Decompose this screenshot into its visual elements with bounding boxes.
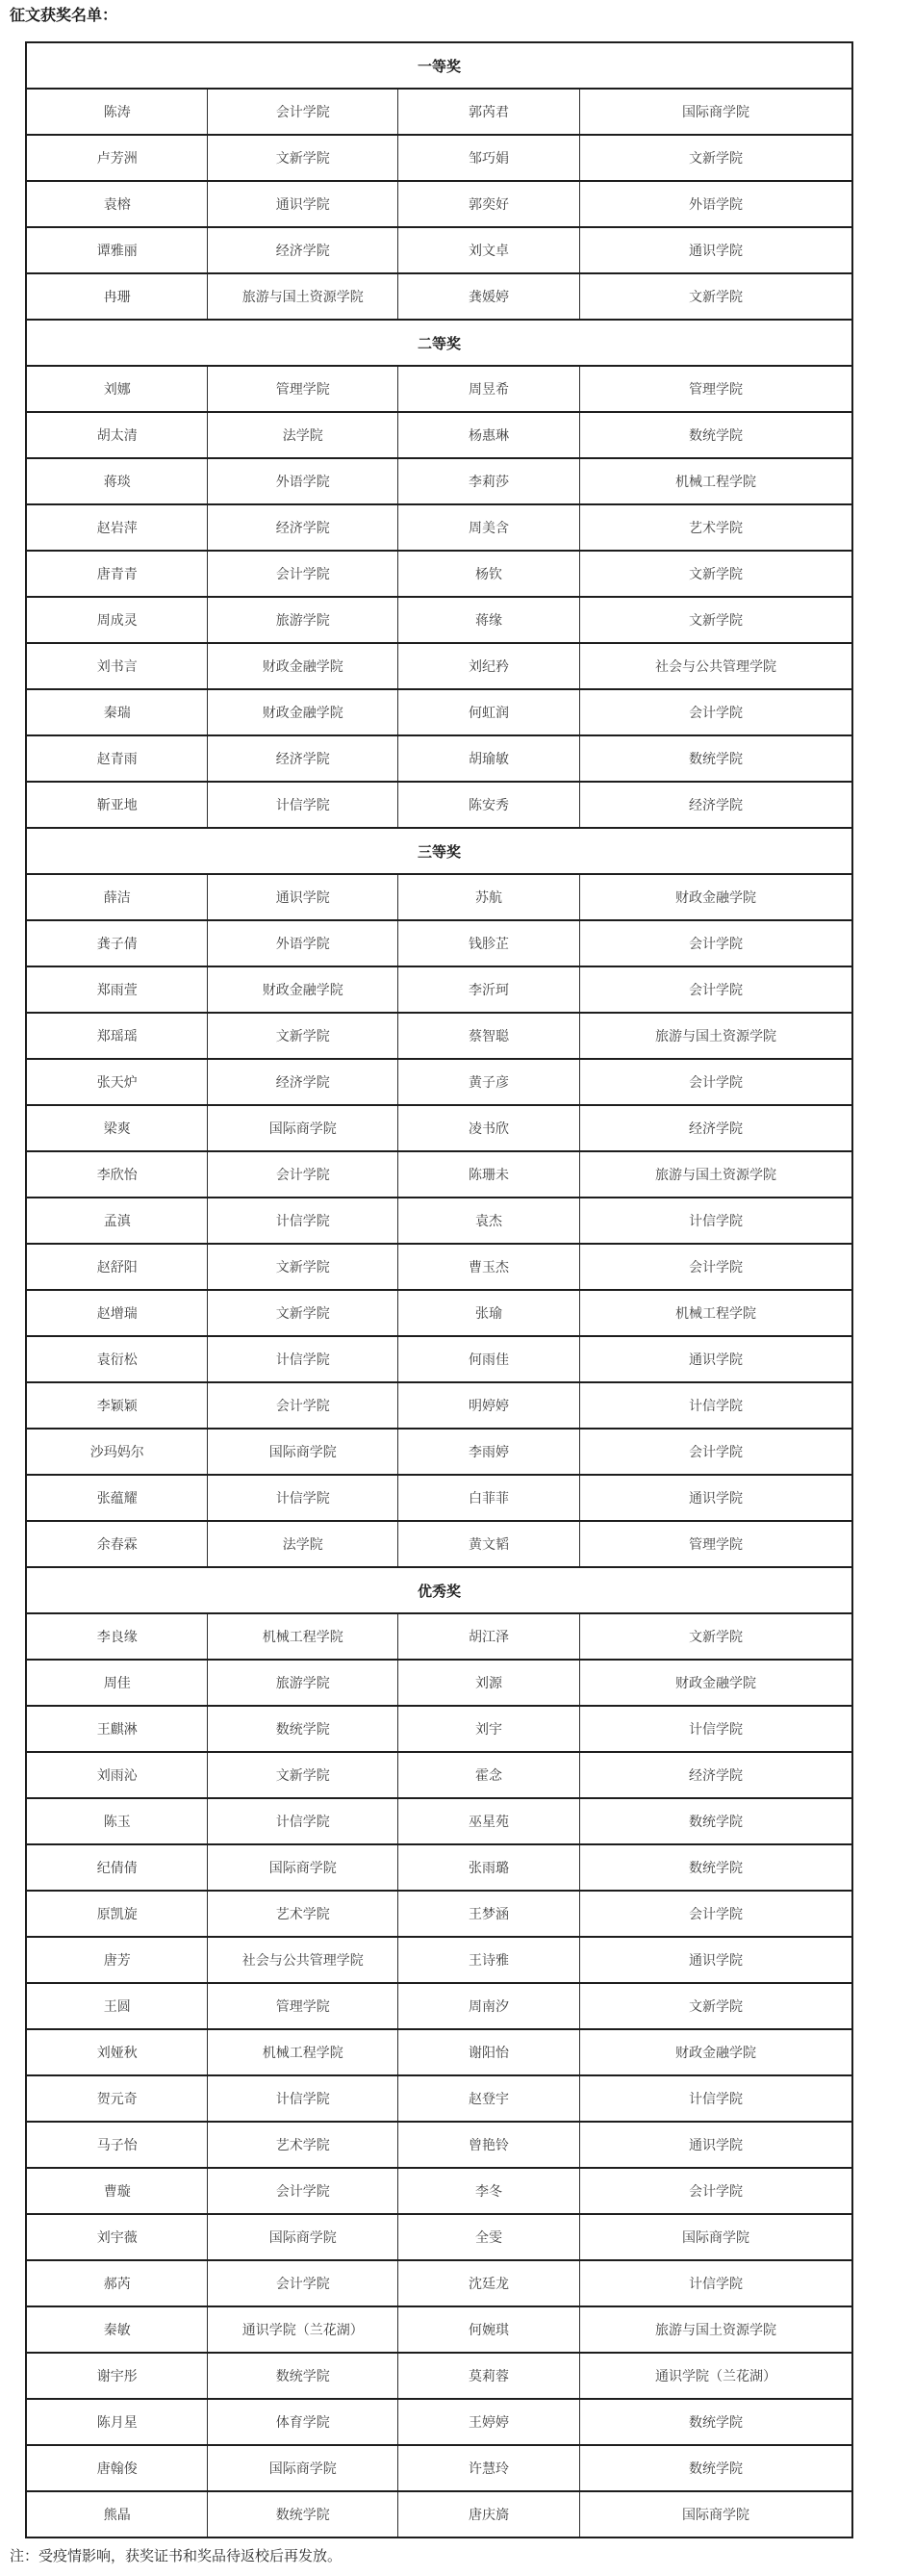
table-row (26, 227, 852, 273)
college-cell: 会计学院 (580, 2168, 853, 2214)
college-cell: 数统学院 (208, 2353, 398, 2399)
college-cell: 数统学院 (580, 412, 853, 458)
college-cell: 计信学院 (208, 1198, 398, 1244)
winner-name-cell: 邹巧娟 (398, 135, 580, 181)
college-cell: 文新学院 (580, 597, 853, 643)
college-cell: 旅游与国土资源学院 (580, 1151, 853, 1198)
college-cell: 会计学院 (208, 2260, 398, 2306)
college-cell: 艺术学院 (580, 504, 853, 551)
winner-name-cell: 唐芳 (26, 1937, 208, 1983)
college-cell: 通识学院 (580, 1336, 853, 1382)
winner-name-cell: 黄子彦 (398, 1059, 580, 1105)
college-cell: 外语学院 (208, 458, 398, 504)
college-cell: 计信学院 (580, 2260, 853, 2306)
college-cell: 艺术学院 (208, 2122, 398, 2168)
winner-name-cell: 郝芮 (26, 2260, 208, 2306)
winner-name-cell: 袁杰 (398, 1198, 580, 1244)
college-cell: 财政金融学院 (208, 643, 398, 689)
table-row (26, 2168, 852, 2214)
section-header-row (26, 42, 852, 89)
table-row (26, 2214, 852, 2260)
college-cell: 机械工程学院 (208, 1613, 398, 1660)
winner-name-cell: 薛洁 (26, 874, 208, 920)
winner-name-cell: 杨惠琳 (398, 412, 580, 458)
winner-name-cell: 刘娅秋 (26, 2029, 208, 2075)
college-cell: 数统学院 (580, 1798, 853, 1844)
college-cell: 国际商学院 (580, 2214, 853, 2260)
college-cell: 管理学院 (208, 1983, 398, 2029)
college-cell: 法学院 (208, 1521, 398, 1567)
college-cell: 文新学院 (580, 1983, 853, 2029)
college-cell: 国际商学院 (208, 1844, 398, 1891)
table-row (26, 735, 852, 782)
winner-name-cell: 蒋缘 (398, 597, 580, 643)
college-cell: 通识学院 (580, 1475, 853, 1521)
winner-name-cell: 李莉莎 (398, 458, 580, 504)
winner-name-cell: 熊晶 (26, 2491, 208, 2537)
winner-name-cell: 刘娜 (26, 366, 208, 412)
college-cell: 管理学院 (208, 366, 398, 412)
college-cell: 旅游与国土资源学院 (208, 273, 398, 320)
college-cell: 国际商学院 (208, 2214, 398, 2260)
winner-name-cell: 陈安秀 (398, 782, 580, 828)
table-row (26, 966, 852, 1013)
table-row (26, 1844, 852, 1891)
section-header-row (26, 1567, 852, 1613)
table-row (26, 181, 852, 227)
winner-name-cell: 陈珊未 (398, 1151, 580, 1198)
winner-name-cell: 蒋琰 (26, 458, 208, 504)
college-cell: 会计学院 (208, 1151, 398, 1198)
college-cell: 会计学院 (580, 1244, 853, 1290)
winner-name-cell: 胡瑜敏 (398, 735, 580, 782)
winner-name-cell: 王麒淋 (26, 1706, 208, 1752)
section-header: 一等奖 (26, 42, 852, 89)
winner-name-cell: 李良缘 (26, 1613, 208, 1660)
table-row (26, 1105, 852, 1151)
college-cell: 文新学院 (208, 1752, 398, 1798)
college-cell: 机械工程学院 (208, 2029, 398, 2075)
college-cell: 旅游学院 (208, 597, 398, 643)
college-cell: 计信学院 (208, 1798, 398, 1844)
winner-name-cell: 苏航 (398, 874, 580, 920)
college-cell: 旅游与国土资源学院 (580, 1013, 853, 1059)
table-row (26, 1706, 852, 1752)
college-cell: 国际商学院 (580, 2491, 853, 2537)
page-title: 征文获奖名单： (10, 8, 118, 24)
college-cell: 会计学院 (580, 1429, 853, 1475)
table-row (26, 597, 852, 643)
winner-name-cell: 凌书欣 (398, 1105, 580, 1151)
winner-name-cell: 周成灵 (26, 597, 208, 643)
winner-name-cell: 张瑜 (398, 1290, 580, 1336)
winner-name-cell: 张雨璐 (398, 1844, 580, 1891)
college-cell: 会计学院 (208, 551, 398, 597)
table-row (26, 1798, 852, 1844)
winner-name-cell: 杨钦 (398, 551, 580, 597)
winner-name-cell: 唐翰俊 (26, 2445, 208, 2491)
winner-name-cell: 莫莉蓉 (398, 2353, 580, 2399)
college-cell: 经济学院 (208, 1059, 398, 1105)
table-row (26, 2399, 852, 2445)
winner-name-cell: 白菲菲 (398, 1475, 580, 1521)
table-row (26, 273, 852, 320)
winner-name-cell: 李欣怡 (26, 1151, 208, 1198)
winner-name-cell: 卢芳洲 (26, 135, 208, 181)
table-row (26, 689, 852, 735)
table-row (26, 1983, 852, 2029)
table-row (26, 1937, 852, 1983)
college-cell: 文新学院 (208, 1244, 398, 1290)
winner-name-cell: 周美含 (398, 504, 580, 551)
winner-name-cell: 周佳 (26, 1660, 208, 1706)
college-cell: 计信学院 (580, 2075, 853, 2122)
table-row (26, 1660, 852, 1706)
college-cell: 数统学院 (580, 735, 853, 782)
winner-name-cell: 赵增瑞 (26, 1290, 208, 1336)
winner-name-cell: 纪倩倩 (26, 1844, 208, 1891)
winner-name-cell: 曾艳铃 (398, 2122, 580, 2168)
winner-name-cell: 赵登宇 (398, 2075, 580, 2122)
college-cell: 数统学院 (580, 1844, 853, 1891)
table-row (26, 412, 852, 458)
winner-name-cell: 王圆 (26, 1983, 208, 2029)
winner-name-cell: 李沂珂 (398, 966, 580, 1013)
college-cell: 会计学院 (580, 966, 853, 1013)
section-header: 二等奖 (26, 320, 852, 366)
winner-name-cell: 刘纪矜 (398, 643, 580, 689)
college-cell: 国际商学院 (208, 1105, 398, 1151)
winner-name-cell: 许慧玲 (398, 2445, 580, 2491)
winner-name-cell: 李冬 (398, 2168, 580, 2214)
winner-name-cell: 巫星苑 (398, 1798, 580, 1844)
college-cell: 财政金融学院 (208, 966, 398, 1013)
winner-name-cell: 赵岩萍 (26, 504, 208, 551)
table-row (26, 1013, 852, 1059)
college-cell: 财政金融学院 (580, 874, 853, 920)
college-cell: 外语学院 (208, 920, 398, 966)
winner-name-cell: 赵舒阳 (26, 1244, 208, 1290)
table-row (26, 1382, 852, 1429)
college-cell: 国际商学院 (580, 89, 853, 135)
college-cell: 文新学院 (208, 135, 398, 181)
winner-name-cell: 周昱希 (398, 366, 580, 412)
college-cell: 经济学院 (580, 1105, 853, 1151)
college-cell: 机械工程学院 (580, 1290, 853, 1336)
table-row (26, 2075, 852, 2122)
college-cell: 艺术学院 (208, 1891, 398, 1937)
winner-name-cell: 全雯 (398, 2214, 580, 2260)
college-cell: 通识学院 (208, 181, 398, 227)
college-cell: 社会与公共管理学院 (208, 1937, 398, 1983)
winner-name-cell: 明婷婷 (398, 1382, 580, 1429)
college-cell: 通识学院（兰花湖） (580, 2353, 853, 2399)
college-cell: 机械工程学院 (580, 458, 853, 504)
winner-name-cell: 唐青青 (26, 551, 208, 597)
table-row (26, 2491, 852, 2537)
college-cell: 国际商学院 (208, 1429, 398, 1475)
college-cell: 通识学院 (580, 2122, 853, 2168)
winner-name-cell: 郑雨萱 (26, 966, 208, 1013)
winner-name-cell: 郑瑶瑶 (26, 1013, 208, 1059)
college-cell: 经济学院 (208, 227, 398, 273)
table-row (26, 2260, 852, 2306)
college-cell: 文新学院 (580, 1613, 853, 1660)
winner-name-cell: 郭芮君 (398, 89, 580, 135)
winner-name-cell: 秦敏 (26, 2306, 208, 2353)
college-cell: 计信学院 (580, 1198, 853, 1244)
winner-name-cell: 蔡智聪 (398, 1013, 580, 1059)
table-row (26, 135, 852, 181)
table-row (26, 1198, 852, 1244)
table-row (26, 1752, 852, 1798)
college-cell: 计信学院 (208, 782, 398, 828)
college-cell: 财政金融学院 (208, 689, 398, 735)
winner-name-cell: 刘宇薇 (26, 2214, 208, 2260)
table-row (26, 504, 852, 551)
college-cell: 数统学院 (580, 2399, 853, 2445)
college-cell: 数统学院 (208, 2491, 398, 2537)
college-cell: 经济学院 (208, 504, 398, 551)
table-row (26, 458, 852, 504)
winner-name-cell: 刘宇 (398, 1706, 580, 1752)
winner-name-cell: 沙玛妈尔 (26, 1429, 208, 1475)
section-header-row (26, 828, 852, 874)
award-winners-table (25, 41, 853, 2538)
college-cell: 数统学院 (580, 2445, 853, 2491)
winner-name-cell: 马子怡 (26, 2122, 208, 2168)
college-cell: 计信学院 (208, 1336, 398, 1382)
college-cell: 通识学院 (580, 227, 853, 273)
college-cell: 会计学院 (208, 2168, 398, 2214)
college-cell: 财政金融学院 (580, 1660, 853, 1706)
winner-name-cell: 胡江泽 (398, 1613, 580, 1660)
college-cell: 计信学院 (580, 1706, 853, 1752)
winner-name-cell: 梁爽 (26, 1105, 208, 1151)
winner-name-cell: 袁衍松 (26, 1336, 208, 1382)
winner-name-cell: 钱胗芷 (398, 920, 580, 966)
winner-name-cell: 唐庆旖 (398, 2491, 580, 2537)
winner-name-cell: 刘文卓 (398, 227, 580, 273)
table-row (26, 89, 852, 135)
winner-name-cell: 袁榕 (26, 181, 208, 227)
section-header: 优秀奖 (26, 1567, 852, 1613)
college-cell: 法学院 (208, 412, 398, 458)
table-row (26, 920, 852, 966)
college-cell: 计信学院 (208, 2075, 398, 2122)
college-cell: 社会与公共管理学院 (580, 643, 853, 689)
college-cell: 会计学院 (208, 89, 398, 135)
winner-name-cell: 谢宇彤 (26, 2353, 208, 2399)
section-header-row (26, 320, 852, 366)
table-row (26, 551, 852, 597)
winner-name-cell: 原凯旋 (26, 1891, 208, 1937)
winner-name-cell: 曹玉杰 (398, 1244, 580, 1290)
winner-name-cell: 李颖颖 (26, 1382, 208, 1429)
college-cell: 经济学院 (580, 782, 853, 828)
college-cell: 通识学院 (208, 874, 398, 920)
table-row (26, 1891, 852, 1937)
winner-name-cell: 陈月星 (26, 2399, 208, 2445)
table-row (26, 643, 852, 689)
college-cell: 通识学院 (580, 1937, 853, 1983)
winner-name-cell: 谭雅丽 (26, 227, 208, 273)
college-cell: 数统学院 (208, 1706, 398, 1752)
table-row (26, 1336, 852, 1382)
winner-name-cell: 贺元奇 (26, 2075, 208, 2122)
winner-name-cell: 胡太清 (26, 412, 208, 458)
college-cell: 体育学院 (208, 2399, 398, 2445)
table-row (26, 1521, 852, 1567)
winner-name-cell: 李雨婷 (398, 1429, 580, 1475)
table-row (26, 2122, 852, 2168)
winner-name-cell: 沈廷龙 (398, 2260, 580, 2306)
college-cell: 经济学院 (208, 735, 398, 782)
table-row (26, 1244, 852, 1290)
college-cell: 旅游与国土资源学院 (580, 2306, 853, 2353)
winner-name-cell: 何虹润 (398, 689, 580, 735)
winner-name-cell: 陈涛 (26, 89, 208, 135)
college-cell: 计信学院 (208, 1475, 398, 1521)
table-row (26, 2353, 852, 2399)
winner-name-cell: 赵青雨 (26, 735, 208, 782)
college-cell: 管理学院 (580, 366, 853, 412)
page-note: 注：受疫情影响，获奖证书和奖品待返校后再发放。 (10, 2549, 343, 2564)
winner-name-cell: 王婷婷 (398, 2399, 580, 2445)
college-cell: 通识学院（兰花湖） (208, 2306, 398, 2353)
winner-name-cell: 陈玉 (26, 1798, 208, 1844)
college-cell: 文新学院 (208, 1013, 398, 1059)
college-cell: 外语学院 (580, 181, 853, 227)
winner-name-cell: 刘雨沁 (26, 1752, 208, 1798)
table-row (26, 1059, 852, 1105)
table-row (26, 2029, 852, 2075)
winner-name-cell: 何雨佳 (398, 1336, 580, 1382)
winner-name-cell: 谢阳怡 (398, 2029, 580, 2075)
college-cell: 财政金融学院 (580, 2029, 853, 2075)
section-header: 三等奖 (26, 828, 852, 874)
college-cell: 旅游学院 (208, 1660, 398, 1706)
winner-name-cell: 龚媛婷 (398, 273, 580, 320)
college-cell: 国际商学院 (208, 2445, 398, 2491)
winner-name-cell: 张蕴耀 (26, 1475, 208, 1521)
college-cell: 计信学院 (580, 1382, 853, 1429)
college-cell: 会计学院 (580, 1891, 853, 1937)
winner-name-cell: 刘源 (398, 1660, 580, 1706)
winner-name-cell: 黄文韬 (398, 1521, 580, 1567)
table-row (26, 782, 852, 828)
college-cell: 会计学院 (580, 1059, 853, 1105)
winner-name-cell: 孟滇 (26, 1198, 208, 1244)
table-row (26, 2306, 852, 2353)
table-row (26, 1290, 852, 1336)
table-row (26, 874, 852, 920)
college-cell: 经济学院 (580, 1752, 853, 1798)
table-row (26, 1613, 852, 1660)
table-row (26, 1475, 852, 1521)
college-cell: 文新学院 (580, 135, 853, 181)
table-row (26, 366, 852, 412)
winner-name-cell: 周南汐 (398, 1983, 580, 2029)
table-row (26, 1151, 852, 1198)
winner-name-cell: 龚子倩 (26, 920, 208, 966)
winner-name-cell: 霍念 (398, 1752, 580, 1798)
winner-name-cell: 王梦涵 (398, 1891, 580, 1937)
winner-name-cell: 王诗雅 (398, 1937, 580, 1983)
college-cell: 文新学院 (580, 551, 853, 597)
winner-name-cell: 何婉琪 (398, 2306, 580, 2353)
winner-name-cell: 冉珊 (26, 273, 208, 320)
college-cell: 文新学院 (208, 1290, 398, 1336)
winner-name-cell: 张天炉 (26, 1059, 208, 1105)
table-row (26, 2445, 852, 2491)
winner-name-cell: 靳亚地 (26, 782, 208, 828)
table-row (26, 1429, 852, 1475)
winner-name-cell: 曹璇 (26, 2168, 208, 2214)
winner-name-cell: 余春霖 (26, 1521, 208, 1567)
college-cell: 会计学院 (580, 689, 853, 735)
college-cell: 会计学院 (580, 920, 853, 966)
winner-name-cell: 郭奕好 (398, 181, 580, 227)
winner-name-cell: 秦瑞 (26, 689, 208, 735)
college-cell: 管理学院 (580, 1521, 853, 1567)
winner-name-cell: 刘书言 (26, 643, 208, 689)
college-cell: 文新学院 (580, 273, 853, 320)
college-cell: 会计学院 (208, 1382, 398, 1429)
